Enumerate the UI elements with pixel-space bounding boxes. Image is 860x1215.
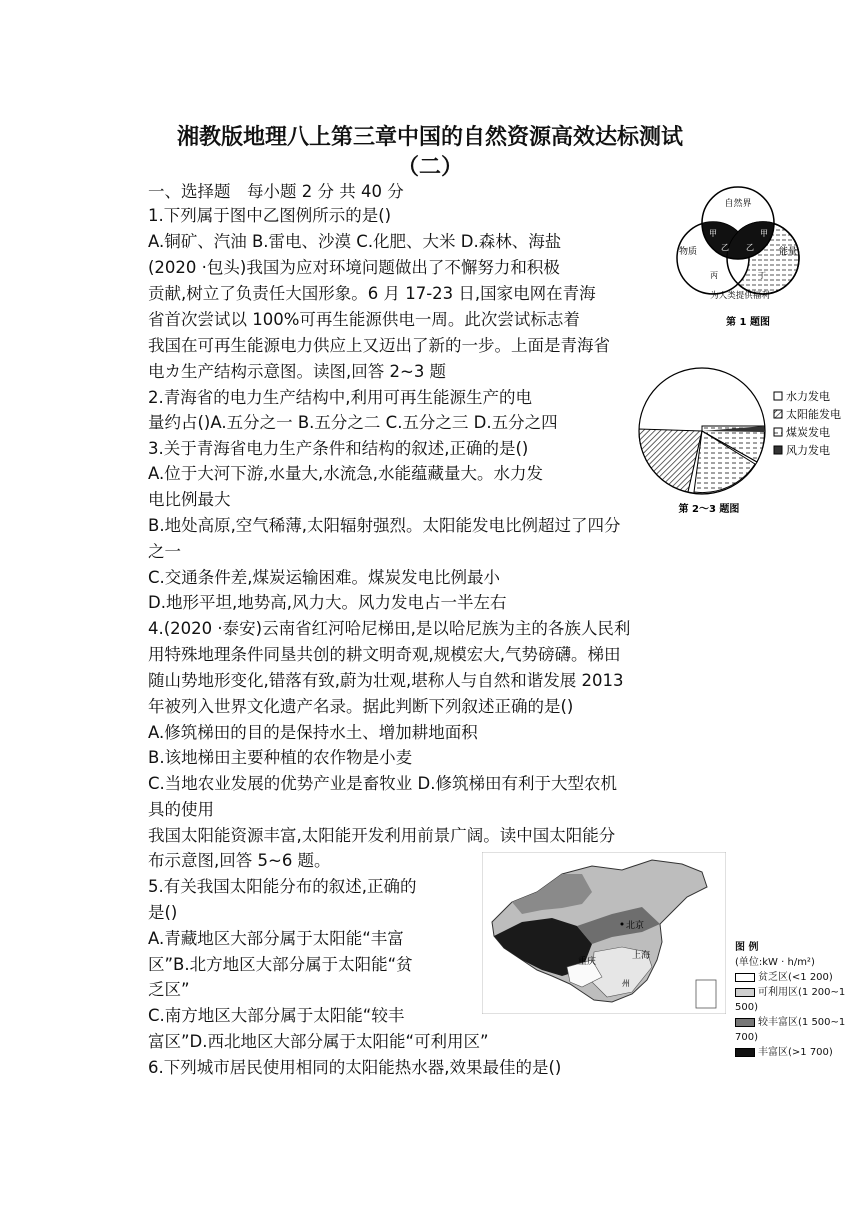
fig1-caption: 第 1 题图 [726, 317, 770, 328]
venn-diagram [668, 178, 808, 330]
map-city-chongqing: 重庆 [578, 957, 597, 967]
text-line: 一、选择题 每小题 2 分 共 40 分 [148, 182, 404, 201]
text-line: C.南方地区大部分属于太阳能“较丰 [148, 1006, 405, 1025]
legend-swatch-wind [774, 446, 782, 454]
map-legend-poor: 贫乏区(<1 200) [758, 972, 833, 983]
legend-swatch-solar [774, 410, 782, 418]
text-line: D.地形平坦,地势高,风力大。风力发电占一半左右 [148, 593, 507, 612]
legend-swatch-hydro [774, 392, 782, 400]
text-line: 我国太阳能资源丰富,太阳能开发利用前景广阔。读中国太阳能分 [148, 826, 616, 845]
china-solar-map [482, 852, 726, 1014]
text-line: 我国在可再生能源电力供应上又迈出了新的一步。上面是青海省 [148, 336, 610, 355]
venn-label-top: 自然界 [724, 199, 752, 209]
text-line: A.位于大河下游,水量大,水流急,水能蕴藏量大。水力发 [148, 464, 543, 483]
text-line: 2.青海省的电力生产结构中,利用可再生能源生产的电 [148, 388, 532, 407]
text-line: 随山势地形变化,错落有致,蔚为壮观,堪称人与自然和谐发展 2013 [148, 671, 624, 690]
venn-label-ding: 丁 [758, 271, 766, 280]
map-legend-unit: (单位:kW · h/m²) [735, 957, 815, 968]
text-line: 乏区” [148, 980, 190, 999]
map-legend-title: 图 例 [735, 942, 759, 953]
legend-hydro: 水力发电 [786, 390, 830, 403]
map-legend-swatch [735, 988, 755, 997]
text-line: 年被列入世界文化遗产名录。据此判断下列叙述正确的是() [148, 697, 574, 716]
fig2-caption: 第 2～3 题图 [678, 504, 740, 515]
venn-label-bing: 丙 [710, 271, 718, 280]
text-line: A.青藏地区大部分属于太阳能“丰富 [148, 929, 404, 948]
venn-label-jia2: 甲 [760, 229, 768, 238]
text-line: C.当地农业发展的优势产业是畜牧业 D.修筑梯田有利于大型农机 [148, 774, 617, 793]
text-line: (2020 ·包头)我国为应对环境问题做出了不懈努力和积极 [148, 258, 560, 277]
text-line: C.交通条件差,煤炭运输困难。煤炭发电比例最小 [148, 568, 501, 587]
text-line: B.该地梯田主要种植的农作物是小麦 [148, 748, 413, 767]
text-line: A.修筑梯田的目的是保持水土、增加耕地面积 [148, 723, 478, 742]
venn-label-jia1: 甲 [709, 229, 717, 238]
text-line: 5.有关我国太阳能分布的叙述,正确的 [148, 877, 417, 896]
text-line: 之一 [148, 542, 181, 561]
text-line: 量约占()A.五分之一 B.五分之二 C.五分之三 D.五分之四 [148, 413, 558, 432]
text-line: A.铜矿、汽油 B.雷电、沙漠 C.化肥、大米 D.森林、海盐 [148, 232, 562, 251]
venn-label-yi2: 乙 [746, 243, 754, 252]
text-line: 6.下列城市居民使用相同的太阳能热水器,效果最佳的是() [148, 1058, 562, 1077]
legend-swatch-coal [774, 428, 782, 436]
map-city-guangzhou: 州 [622, 979, 630, 988]
map-legend-usable: 可利用区(1 200~1 500) [735, 987, 846, 1013]
power-pie-chart [634, 366, 848, 518]
legend-solar: 太阳能发电 [786, 408, 841, 421]
text-line: 省首次尝试以 100%可再生能源供电一周。此次尝试标志着 [148, 310, 580, 329]
text-line: 电カ生产结构示意图。读图,回答 2~3 题 [148, 362, 447, 381]
venn-label-bottom: 为人类提供福利 [710, 291, 770, 301]
text-line: 具的使用 [148, 800, 214, 819]
page-title: 湘教版地理八上第三章中国的自然资源高效达标测试 [176, 125, 683, 150]
venn-label-left: 物质 [678, 247, 698, 257]
text-line: 3.关于青海省电力生产条件和结构的叙述,正确的是() [148, 439, 529, 458]
text-line: 用特殊地理条件同垦共创的耕文明奇观,规模宏大,气势磅礴。梯田 [148, 645, 621, 664]
venn-label-yi1: 乙 [721, 243, 729, 252]
text-line: B.地处高原,空气稀薄,太阳辐射强烈。太阳能发电比例超过了四分 [148, 516, 621, 535]
legend-wind: 风力发电 [786, 444, 830, 457]
map-legend-swatch [735, 1048, 755, 1057]
text-line: 富区”D.西北地区大部分属于太阳能“可利用区” [148, 1032, 489, 1051]
text-line: 电比例最大 [148, 490, 231, 509]
text-line: 是() [148, 903, 178, 922]
map-legend-rich: 较丰富区(1 500~1 700) [735, 1017, 846, 1043]
page-subtitle: （二） [396, 155, 463, 180]
text-line: 区”B.北方地区大部分属于太阳能“贫 [148, 955, 413, 974]
map-city-shanghai: 上海 [632, 951, 651, 961]
legend-coal: 煤炭发电 [786, 426, 830, 439]
text-line: 布示意图,回答 5~6 题。 [148, 851, 331, 870]
text-line: 贡献,树立了负责任大国形象。6 月 17-23 日,国家电网在青海 [148, 284, 596, 303]
map-city-beijing: 北京 [626, 921, 645, 931]
map-legend-swatch [735, 1018, 755, 1027]
venn-label-right: 能量 [778, 247, 798, 257]
map-legend-richest: 丰富区(>1 700) [758, 1047, 833, 1058]
map-legend-swatch [735, 973, 755, 982]
text-line: 4.(2020 ·泰安)云南省红河哈尼梯田,是以哈尼族为主的各族人民利 [148, 619, 631, 638]
text-line: 1.下列属于图中乙图例所示的是() [148, 206, 392, 225]
map-legend [735, 940, 860, 1060]
